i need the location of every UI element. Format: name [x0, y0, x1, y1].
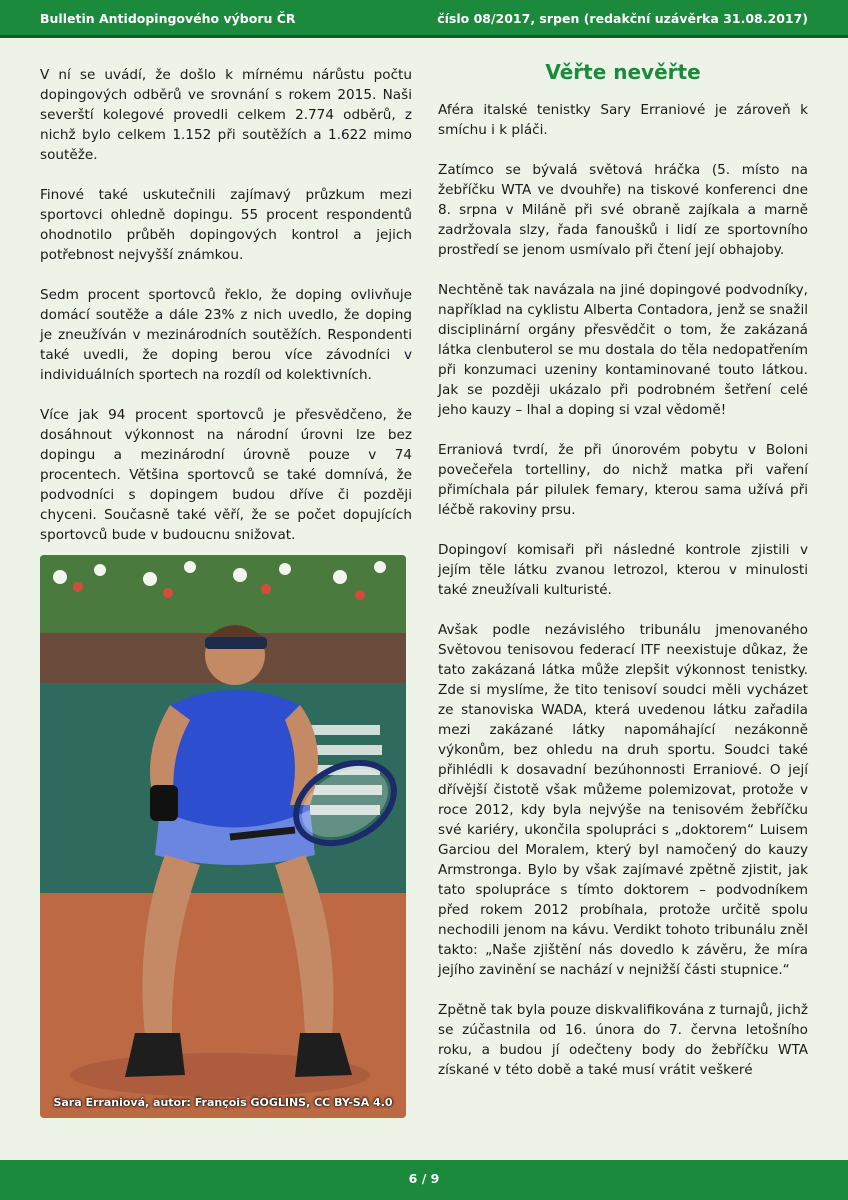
paragraph: Erraniová tvrdí, že při únorovém pobytu v Boloni povečeřela tortelliny, do nichž matka při vaření přimíchala pár pilulek femary, kterou sama užívá při léčbě rakoviny prsu.: [438, 442, 808, 518]
photo-illustration: [40, 555, 406, 1118]
page-header: [0, 0, 848, 38]
photo-caption: Sara Erraniová, autor: François GOGLINS, CC BY-SA 4.0: [53, 1096, 393, 1109]
bulletin-title: Bulletin Antidopingového výboru ČR: [40, 11, 296, 26]
left-column: [40, 65, 412, 565]
paragraph: Zpětně tak byla pouze diskvalifikována z turnajů, jichž se zúčastnila od 16. února do 7. června letošního roku, a budou jí odečteny body do žebříčku WTA získané v této době a také musí vrátit veškeré: [438, 1002, 808, 1078]
paragraph: Sedm procent sportovců řeklo, že doping ovlivňuje domácí soutěže a dále 23% z nich uvedlo, že doping je zneužíván v mezinárodních soutěžích. Respondenti také uvedli, že doping berou více závodníci v individuálních sportech na rozdíl od kolektivních.: [40, 287, 412, 383]
paragraph: Aféra italské tenistky Sary Erraniové je zároveň k smíchu i k pláči.: [438, 102, 808, 138]
page-number: 6 / 9: [408, 1171, 440, 1186]
paragraph: V ní se uvádí, že došlo k mírnému nárůstu počtu dopingových odběrů ve srovnání s rokem 2015. Naši severští kolegové provedli celkem 2.774 odběrů, z nichž bylo celkem 1.152 při soutěžích a 1.622 mimo soutěže.: [40, 67, 412, 163]
paragraph: Zatímco se bývalá světová hráčka (5. místo na žebříčku WTA ve dvouhře) na tiskové konferenci dne 8. srpna v Miláně při své obraně zajíkala a marně zadržovala slzy, řada fanoušků i lidí ze sportovního prostředí se jenom usmívalo při čtení její obhajoby.: [438, 162, 808, 258]
right-column: [438, 100, 808, 1100]
paragraph: Avšak podle nezávislého tribunálu jmenovaného Světovou tenisovou federací ITF neexistuje důkaz, že tato zakázaná látka může zlepšit výkonnost tenistky. Zde si myslíme, že tito tenisoví soudci měli vycházet ze stanoviska WADA, která uvedenou látku zařadila mezi zakázané látky napomáhající nezákonně výkonům, bez ohledu na druh sportu. Soudci také přihlédli k dosavadní bezúhonnosti Erraniové. O její dřívější čistotě však můžeme polemizovat, protože v roce 2012, kdy byla nejvýše na tenisovém žebříčku své kariéry, ukončila spolupráci s „doktorem“ Luisem Garciou del Moralem, který byl namočený do kauzy Armstronga. Bylo by však zajímavé zpětně zjistit, jak tato spolupráce s tímto doktorem – podvodníkem před rokem 2012 probíhala, protože určitě spolu nechodili jenom na kávu. Verdikt tohoto tribunálu zněl takto: „Naše zjištění nás dovedlo k závěru, že míra jejího zavinění se nachází v nejnižší části stupnice.“: [438, 622, 808, 978]
paragraph: Dopingoví komisaři při následné kontrole zjistili v jejím těle látku zvanou letrozol, kterou v minulosti také zneužívali kulturisté.: [438, 542, 808, 598]
paragraph: Finové také uskutečnili zajímavý průzkum mezi sportovci ohledně dopingu. 55 procent respondentů ohodnotilo průběh dopingových kontrol a jejich potřebnost nejvyšší známkou.: [40, 187, 412, 263]
paragraph: Nechtěně tak navázala na jiné dopingové podvodníky, například na cyklistu Alberta Contadora, jenž se snažil disciplinární orgány přesvědčit o tom, že zakázaná látka clenbuterol se mu dostala do těla nedopatřením při konzumaci uzeniny kontaminované touto látkou. Jak se později ukázalo při podrobném šetření celé jeho kauzy – lhal a doping si vzal vědomě!: [438, 282, 808, 418]
issue-info: číslo 08/2017, srpen (redakční uzávěrka 31.08.2017): [437, 11, 808, 26]
section-heading: Věřte nevěřte: [545, 60, 701, 84]
tennis-player-photo: [40, 555, 406, 1118]
page-footer: [0, 1160, 848, 1200]
paragraph: Více jak 94 procent sportovců je přesvědčeno, že dosáhnout výkonnost na národní úrovni lze bez dopingu a mezinárodní úrovně pouze v 74 procentech. Většina sportovců se také domnívá, že podvodníci s dopingem budou dříve či později chyceni. Současně také věří, že se počet dopujících sportovců bude v budoucnu snižovat.: [40, 407, 412, 543]
